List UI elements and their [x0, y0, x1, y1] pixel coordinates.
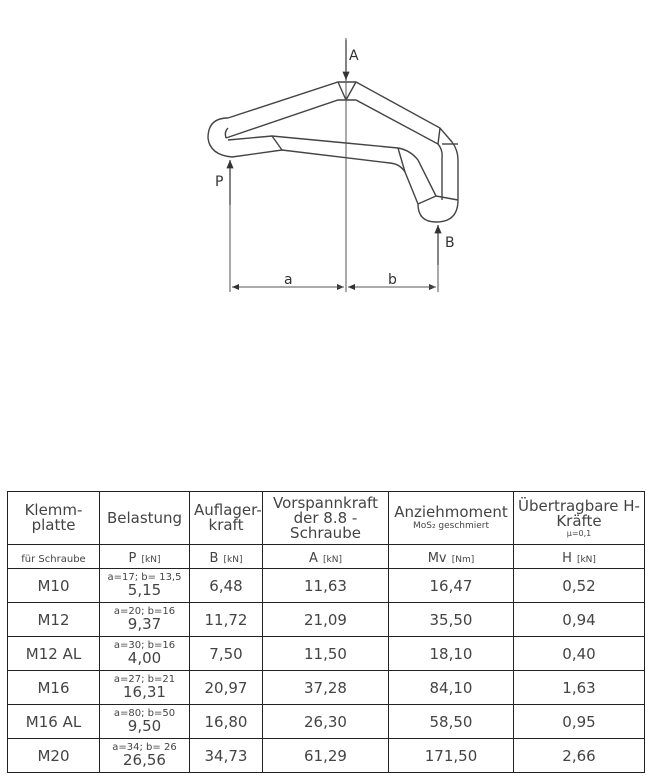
cell-a: 37,28	[263, 671, 389, 705]
cell-plate: M16	[8, 671, 100, 705]
unit-klemmplatte: für Schraube	[8, 545, 100, 569]
unit-h: H [kN]	[514, 545, 645, 569]
header-h-kraefte: Übertragbare H-Kräfte μ=0,1	[514, 492, 645, 545]
cell-p: a=20; b=16 9,37	[100, 603, 190, 637]
cell-p: a=80; b=50 9,50	[100, 705, 190, 739]
cell-plate: M12 AL	[8, 637, 100, 671]
cell-p: a=34; b= 26 26,56	[100, 739, 190, 773]
dimension-label-b: b	[388, 272, 397, 288]
header-belastung: Belastung	[100, 492, 190, 545]
table-row	[8, 705, 645, 739]
unit-a: A [kN]	[263, 545, 389, 569]
label-a-force: A	[349, 48, 359, 64]
table-row	[8, 637, 645, 671]
unit-p: P [kN]	[100, 545, 190, 569]
cell-plate: M16 AL	[8, 705, 100, 739]
cell-b: 16,80	[190, 705, 263, 739]
table-row	[8, 739, 645, 773]
unit-mv: Mv [Nm]	[389, 545, 514, 569]
cell-plate: M10	[8, 569, 100, 603]
cell-b: 11,72	[190, 603, 263, 637]
dimension-label-a: a	[284, 272, 293, 288]
label-b-force: B	[445, 235, 455, 251]
cell-a: 11,63	[263, 569, 389, 603]
cell-h: 2,66	[514, 739, 645, 773]
cell-mv: 35,50	[389, 603, 514, 637]
clamp-plate-outline	[208, 82, 458, 222]
cell-a: 61,29	[263, 739, 389, 773]
cell-h: 0,40	[514, 637, 645, 671]
cell-h: 0,95	[514, 705, 645, 739]
label-p-force: P	[215, 174, 224, 190]
cell-p: a=27; b=21 16,31	[100, 671, 190, 705]
table-row	[8, 603, 645, 637]
header-auflagerkraft: Auflager-kraft	[190, 492, 263, 545]
table-row	[8, 671, 645, 705]
cell-b: 20,97	[190, 671, 263, 705]
cell-b: 7,50	[190, 637, 263, 671]
cell-h: 1,63	[514, 671, 645, 705]
cell-h: 0,94	[514, 603, 645, 637]
cell-mv: 18,10	[389, 637, 514, 671]
cell-b: 6,48	[190, 569, 263, 603]
cell-p: a=17; b= 13,5 5,15	[100, 569, 190, 603]
header-anziehmoment: Anziehmoment MoS₂ geschmiert	[389, 492, 514, 545]
unit-b: B [kN]	[190, 545, 263, 569]
header-h-kraefte-sub: μ=0,1	[566, 528, 592, 538]
header-anziehmoment-sub: MoS₂ geschmiert	[412, 520, 490, 531]
cell-a: 26,30	[263, 705, 389, 739]
header-vorspannkraft: Vorspannkraft der 8.8 - Schraube	[263, 492, 389, 545]
table-header-row	[8, 492, 645, 545]
cell-mv: 16,47	[389, 569, 514, 603]
cell-h: 0,52	[514, 569, 645, 603]
header-klemmplatte: Klemm-platte	[8, 492, 100, 545]
load-table	[7, 491, 645, 773]
cell-b: 34,73	[190, 739, 263, 773]
cell-a: 11,50	[263, 637, 389, 671]
table-units-row	[8, 545, 645, 569]
cell-mv: 171,50	[389, 739, 514, 773]
clamp-plate-drawing	[0, 0, 653, 310]
table-row	[8, 569, 645, 603]
cell-plate: M20	[8, 739, 100, 773]
cell-p: a=30; b=16 4,00	[100, 637, 190, 671]
cell-mv: 58,50	[389, 705, 514, 739]
clamp-plate-svg	[0, 0, 653, 310]
cell-mv: 84,10	[389, 671, 514, 705]
cell-a: 21,09	[263, 603, 389, 637]
cell-plate: M12	[8, 603, 100, 637]
